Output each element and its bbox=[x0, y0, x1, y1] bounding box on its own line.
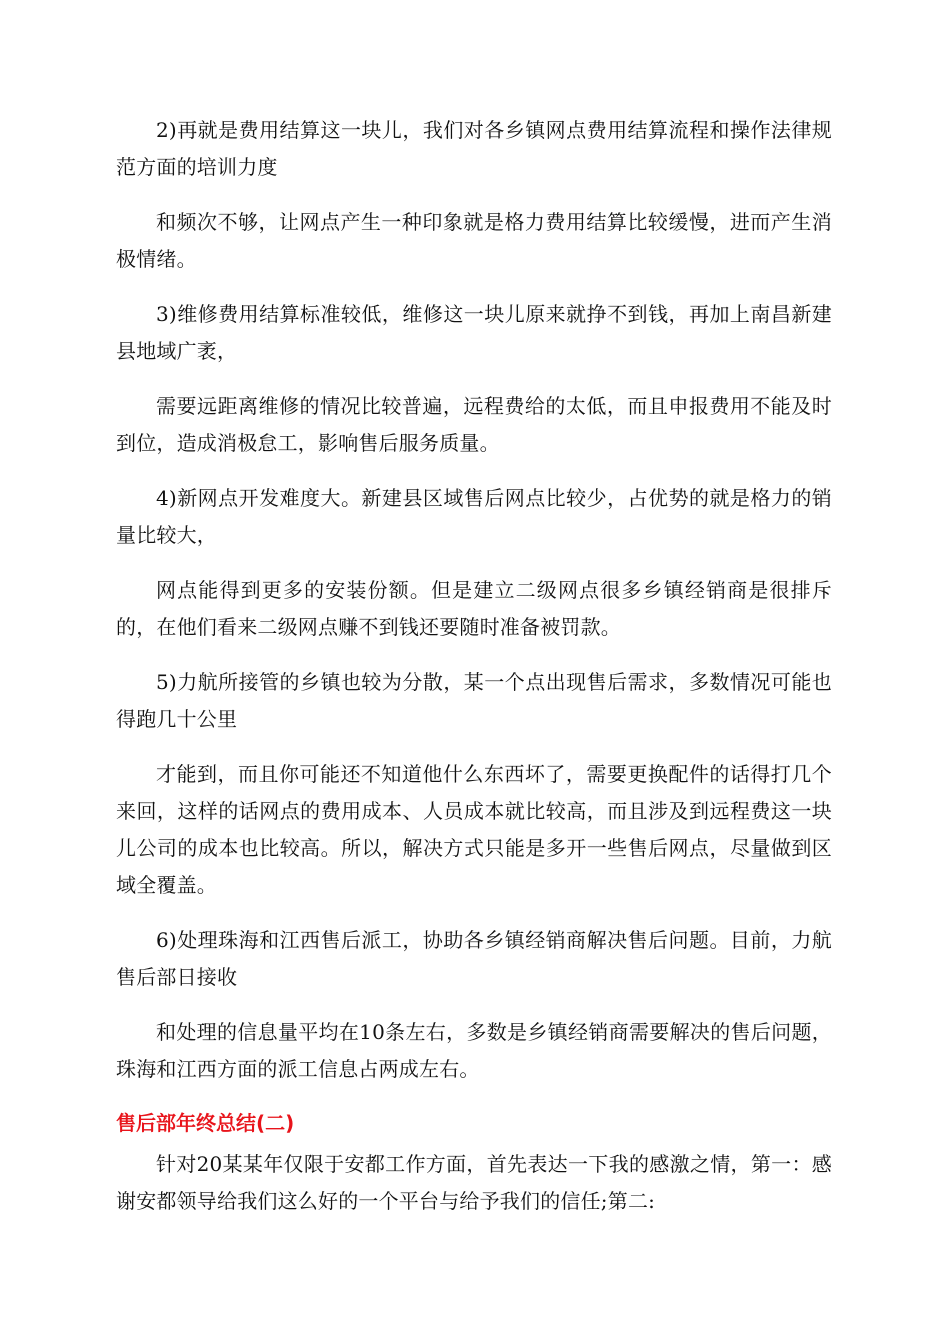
paragraph-remote-repair: 需要远距离维修的情况比较普遍，远程费给的太低，而且申报费用不能及时到位，造成消极怠工，影响售后服务质量。 bbox=[116, 394, 832, 455]
paragraph-installation-share: 网点能得到更多的安装份额。但是建立二级网点很多乡镇经销商是很排斥的，在他们看来二级网点赚不到钱还要随时准备被罚款。 bbox=[116, 578, 832, 639]
paragraph-dispatch-handling: 6)处理珠海和江西售后派工，协助各乡镇经销商解决售后问题。目前，力航售后部日接收 bbox=[116, 928, 832, 989]
paragraph-new-outlet-difficulty: 4)新网点开发难度大。新建县区域售后网点比较少，占优势的就是格力的销量比较大， bbox=[116, 486, 832, 547]
paragraph-fee-settlement-frequency: 和频次不够，让网点产生一种印象就是格力费用结算比较缓慢，进而产生消极情绪。 bbox=[116, 210, 832, 271]
section-heading: 售后部年终总结(二) bbox=[116, 1111, 295, 1135]
paragraph-repair-fee-standard: 3)维修费用结算标准较低，维修这一块儿原来就挣不到钱，再加上南昌新建县地域广袤， bbox=[116, 302, 832, 363]
paragraph-gratitude: 针对20某某年仅限于安都工作方面，首先表达一下我的感激之情，第一：感谢安都领导给我们这么好的一个平台与给予我们的信任;第二: bbox=[116, 1152, 832, 1213]
document-page bbox=[116, 112, 832, 1220]
paragraph-cost-solution: 才能到，而且你可能还不知道他什么东西坏了，需要更换配件的话得打几个来回，这样的话网点的费用成本、人员成本就比较高，而且涉及到远程费这一块儿公司的成本也比较高。所以，解决方式只能是多开一些售后网点，尽量做到区域全覆盖。 bbox=[116, 762, 832, 897]
paragraph-daily-information: 和处理的信息量平均在10条左右，多数是乡镇经销商需要解决的售后问题，珠海和江西方面的派工信息占两成左右。 bbox=[116, 1020, 832, 1081]
paragraph-fee-settlement-training: 2)再就是费用结算这一块儿，我们对各乡镇网点费用结算流程和操作法律规范方面的培训力度 bbox=[116, 118, 832, 179]
paragraph-scattered-towns: 5)力航所接管的乡镇也较为分散，某一个点出现售后需求，多数情况可能也得跑几十公里 bbox=[116, 670, 832, 731]
